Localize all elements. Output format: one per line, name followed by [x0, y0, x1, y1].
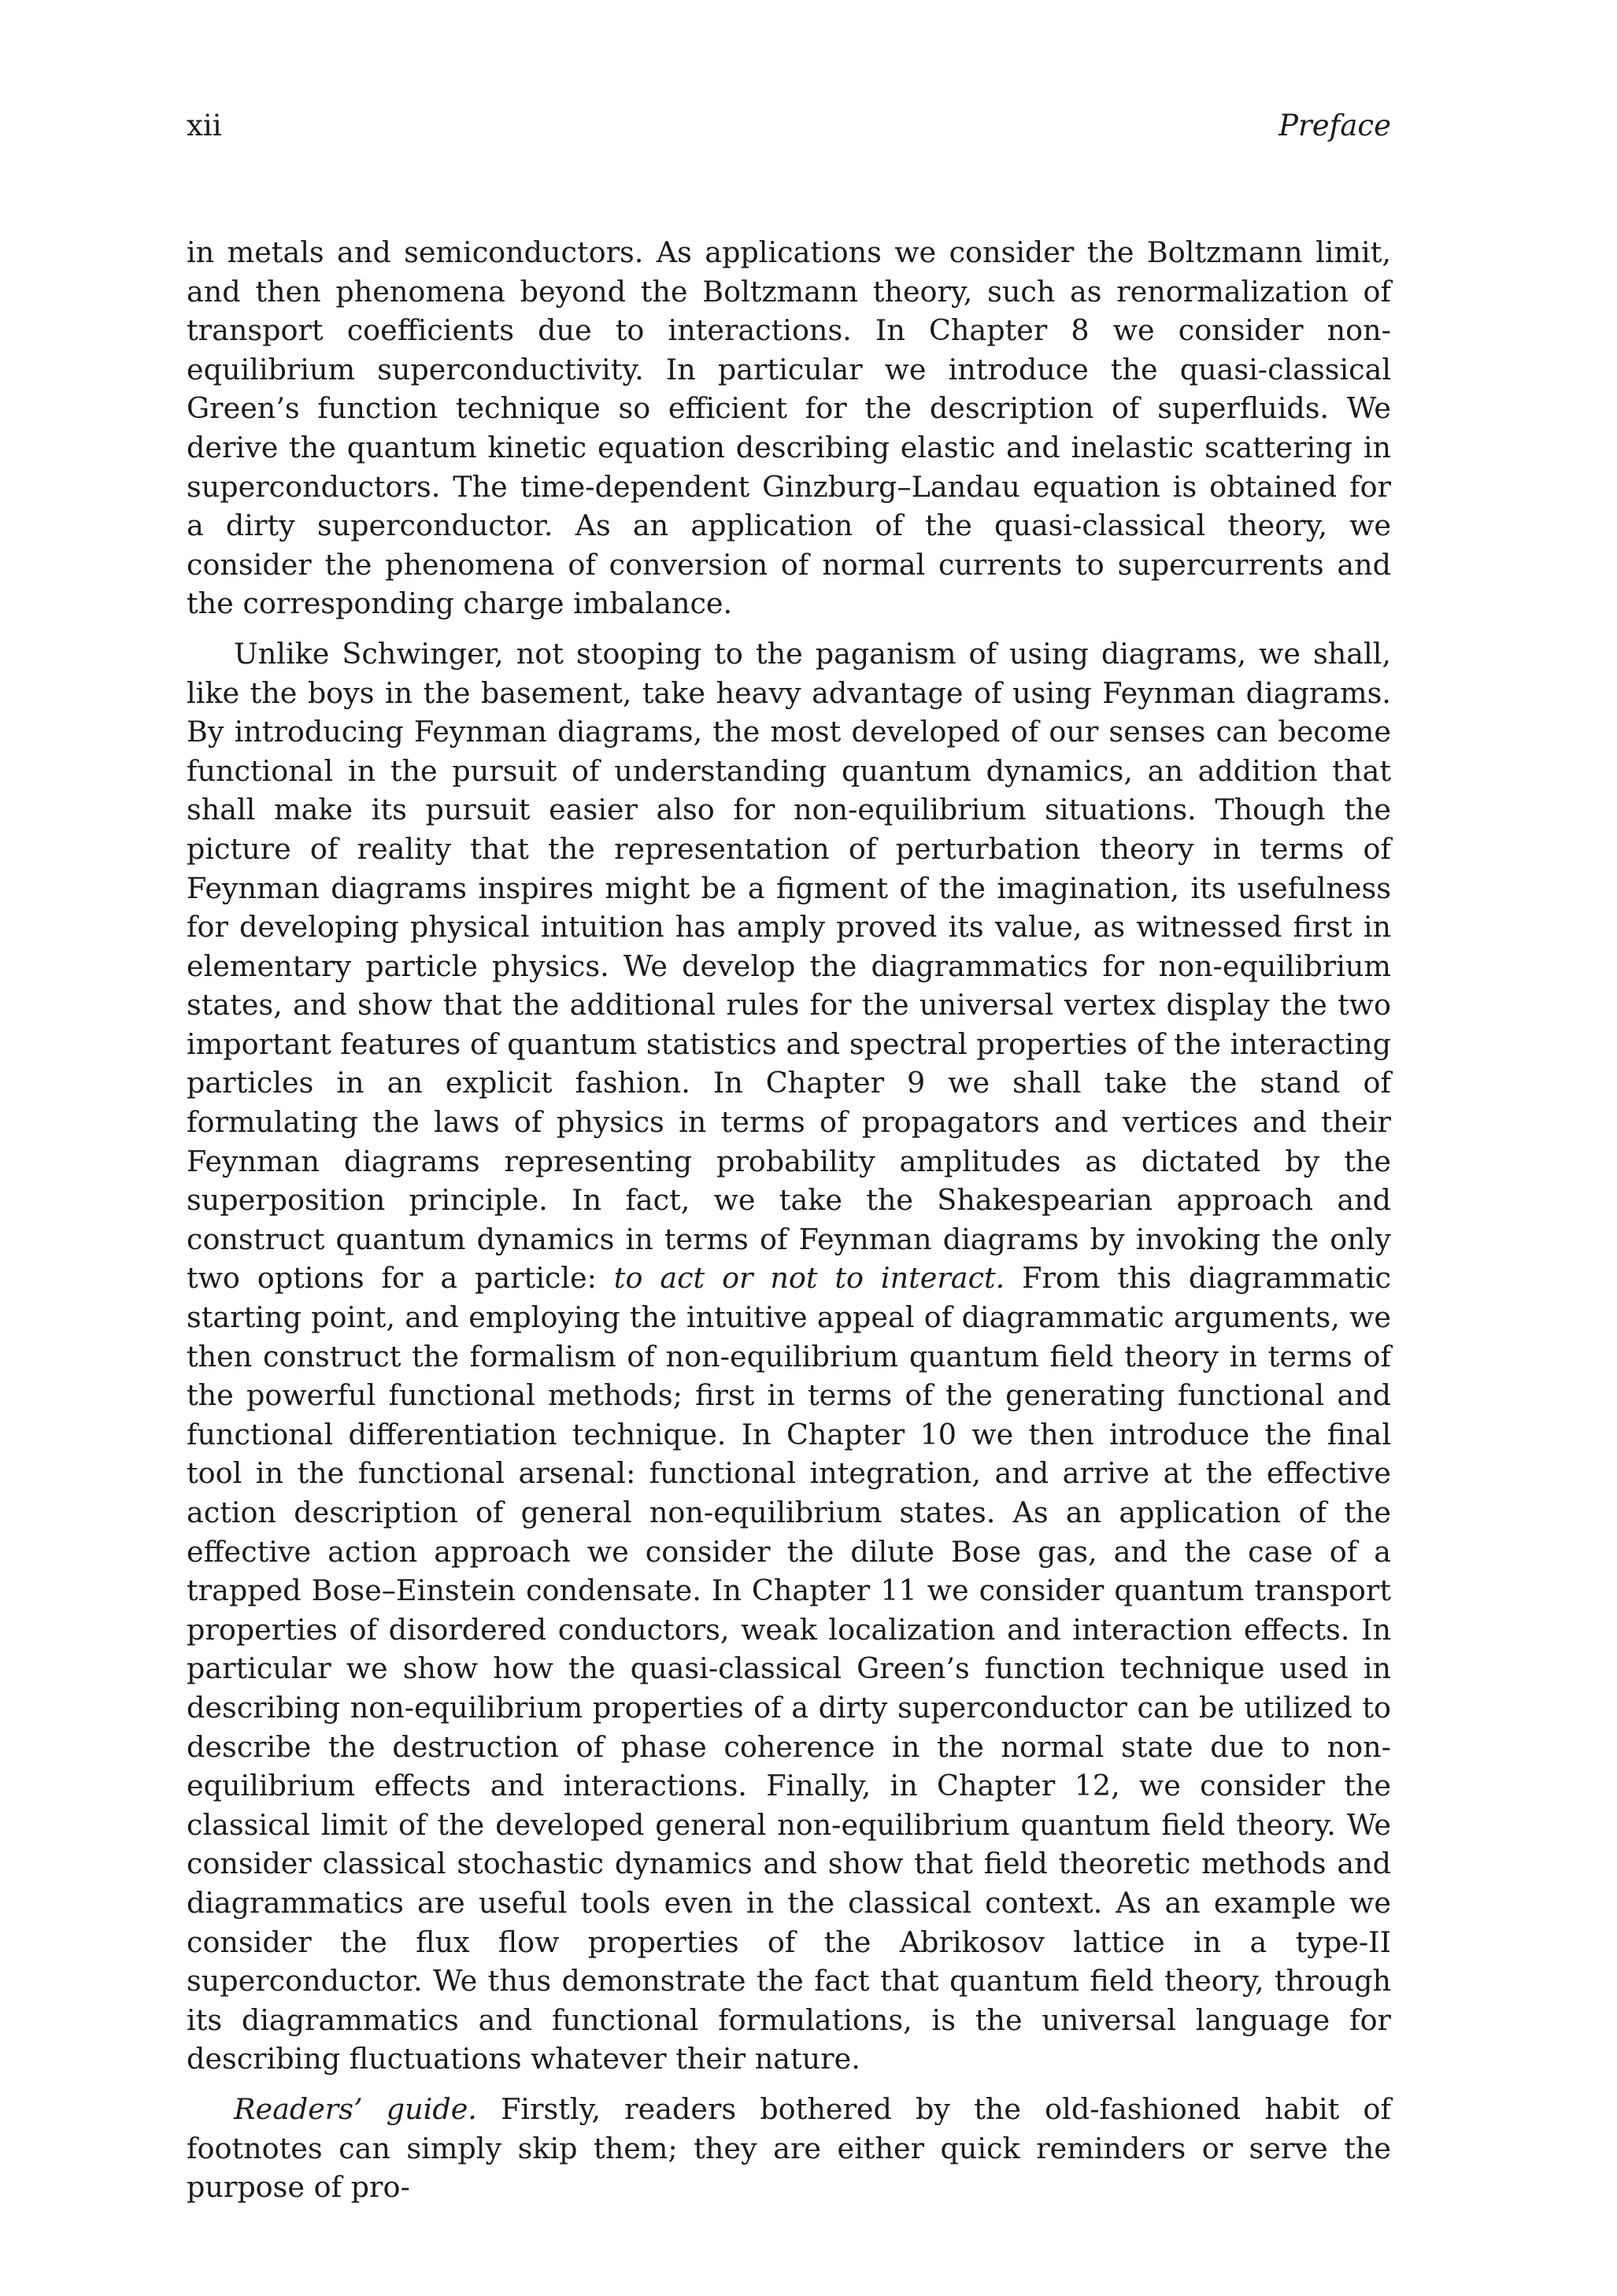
paragraph-3-text: Firstly, readers bothered by the old-fashioned habit of footnotes can simply skip them; they are either quick reminders or serve the purpose of pro- [187, 2091, 1391, 2205]
running-title: Preface [1278, 109, 1391, 142]
paragraph-2-text-b: From this diagrammatic starting point, and employing the intuitive appeal of diagrammatic arguments, we then construct the formalism of non-equilibrium quantum field theory in terms of the powerful functional methods; first in terms of the generating functional and functional differentiation technique. In Chapter 10 we then introduce the final tool in the functional arsenal: functional integration, and arrive at the effective action description of general non-equilibrium states. As an application of the effective action approach we consider the dilute Bose gas, and the case of a trapped Bose–Einstein condensate. In Chapter 11 we consider quantum transport properties of disordered conductors, weak localization and interaction effects. In particular we show how the quasi-classical Green’s function technique used in describing non-equilibrium properties of a dirty superconductor can be utilized to describe the destruction of phase coherence in the normal state due to non-equilibrium effects and interactions. Finally, in Chapter 12, we consider the classical limit of the developed general non-equilibrium quantum field theory. We consider classical stochastic dynamics and show that field theoretic methods and diagrammatics are useful tools even in the classical context. As an example we consider the flux flow properties of the Abrikosov lattice in a type-II superconductor. We thus demonstrate the fact that quantum field theory, through its diagrammatics and functional formulations, is the universal language for describing fluctuations whatever their nature. [187, 1261, 1391, 2076]
paragraph-2 [187, 634, 1391, 2079]
paragraph-2-text-a: Unlike Schwinger, not stooping to the paganism of using diagrams, we shall, like the boys in the basement, take heavy advantage of using Feynman diagrams. By introducing Feynman diagrams, the most developed of our senses can become functional in the pursuit of understanding quantum dynamics, an addition that shall make its pursuit easier also for non-equilibrium situations. Though the picture of reality that the representation of perturbation theory in terms of Feynman diagrams inspires might be a figment of the imagination, its usefulness for developing physical intuition has amply proved its value, as witnessed first in elementary particle physics. We develop the diagrammatics for non-equilibrium states, and show that the additional rules for the universal vertex display the two important features of quantum statistics and spectral properties of the interacting particles in an explicit fashion. In Chapter 9 we shall take the stand of formulating the laws of physics in terms of propagators and vertices and their Feynman diagrams representing probability amplitudes as dictated by the superposition principle. In fact, we take the Shakespearian approach and construct quantum dynamics in terms of Feynman diagrams by invoking the only two options for a particle: [187, 636, 1391, 1296]
paragraph-1: in metals and semiconductors. As applications we consider the Boltzmann limit, and then phenomena beyond the Boltzmann theory, such as renormalization of transport coefficients due to interactions. In Chapter 8 we consider non-equilibrium superconductivity. In particular we introduce the quasi-classical Green’s function technique so efficient for the description of superfluids. We derive the quantum kinetic equation describing elastic and inelastic scattering in superconductors. The time-dependent Ginzburg–Landau equation is obtained for a dirty superconductor. As an application of the quasi-classical theory, we consider the phenomena of conversion of normal currents to supercurrents and the corresponding charge imbalance. [187, 235, 1391, 621]
paragraph-3 [187, 2090, 1391, 2207]
body-text [187, 233, 1391, 2207]
running-head [187, 102, 1391, 150]
paragraph-2-italic-phrase: to act or not to interact. [613, 1261, 1005, 1296]
readers-guide-heading: Readers’ guide. [234, 2091, 477, 2126]
page-number: xii [187, 109, 222, 142]
